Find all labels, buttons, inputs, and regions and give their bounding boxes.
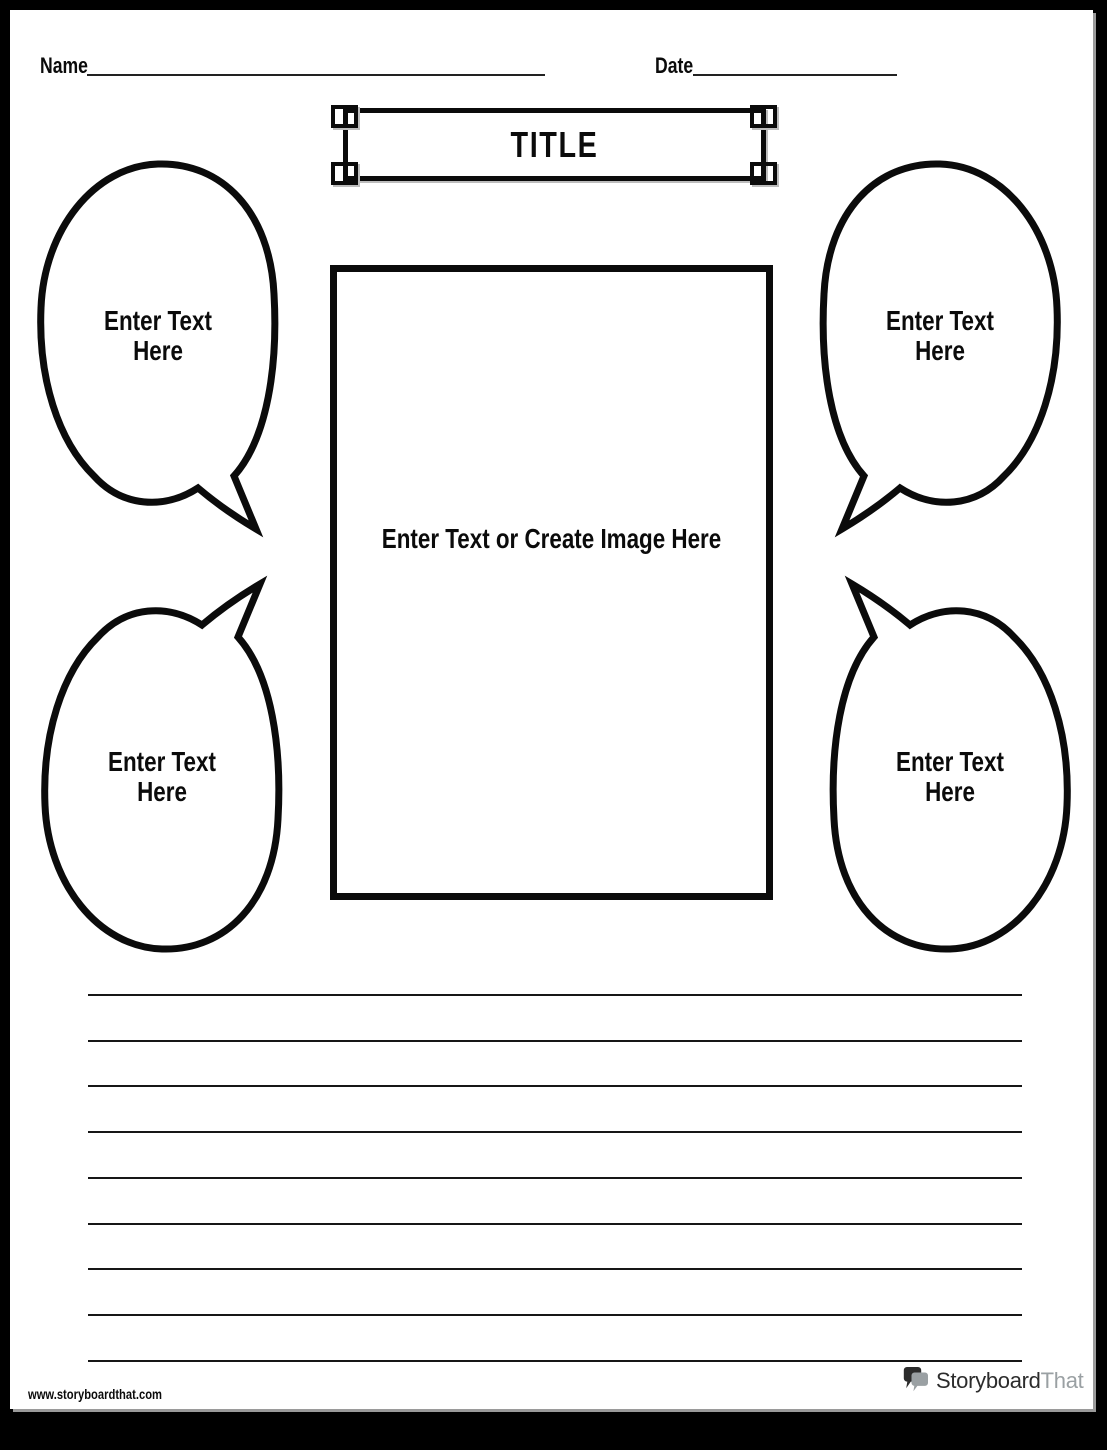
writing-line[interactable]	[88, 1268, 1022, 1270]
bubble-text-line1: Enter Text	[104, 305, 212, 336]
bubble-text-line1: Enter Text	[108, 746, 216, 777]
bubble-text-line1: Enter Text	[886, 305, 994, 336]
date-label: Date	[655, 53, 694, 78]
bubble-text-line2: Here	[925, 776, 975, 807]
bubble-text-line2: Here	[137, 776, 187, 807]
logo-text-primary: Storyboard	[936, 1367, 1041, 1393]
writing-line[interactable]	[88, 1177, 1022, 1179]
writing-lines	[10, 10, 1093, 1409]
writing-line[interactable]	[88, 994, 1022, 996]
worksheet-page	[10, 10, 1093, 1409]
writing-line[interactable]	[88, 1085, 1022, 1087]
writing-line[interactable]	[88, 1040, 1022, 1042]
writing-line[interactable]	[88, 1223, 1022, 1225]
bubble-text-line2: Here	[915, 335, 965, 366]
footer-url-wrap	[28, 1386, 196, 1404]
storyboardthat-logo-icon	[903, 1366, 930, 1395]
writing-line[interactable]	[88, 1131, 1022, 1133]
title-text: TITLE	[510, 123, 599, 165]
writing-line[interactable]	[88, 1314, 1022, 1316]
name-label: Name	[40, 53, 88, 78]
footer-url: www.storyboardthat.com	[28, 1386, 163, 1402]
logo-text-secondary: That	[1040, 1367, 1084, 1393]
bubble-text-line1: Enter Text	[896, 746, 1004, 777]
image-placeholder-text: Enter Text or Create Image Here	[381, 523, 722, 554]
storyboardthat-logo-text	[936, 1368, 1083, 1394]
storyboardthat-logo[interactable]	[903, 1366, 1083, 1395]
writing-line[interactable]	[88, 1360, 1022, 1362]
bubble-text-line2: Here	[133, 335, 183, 366]
